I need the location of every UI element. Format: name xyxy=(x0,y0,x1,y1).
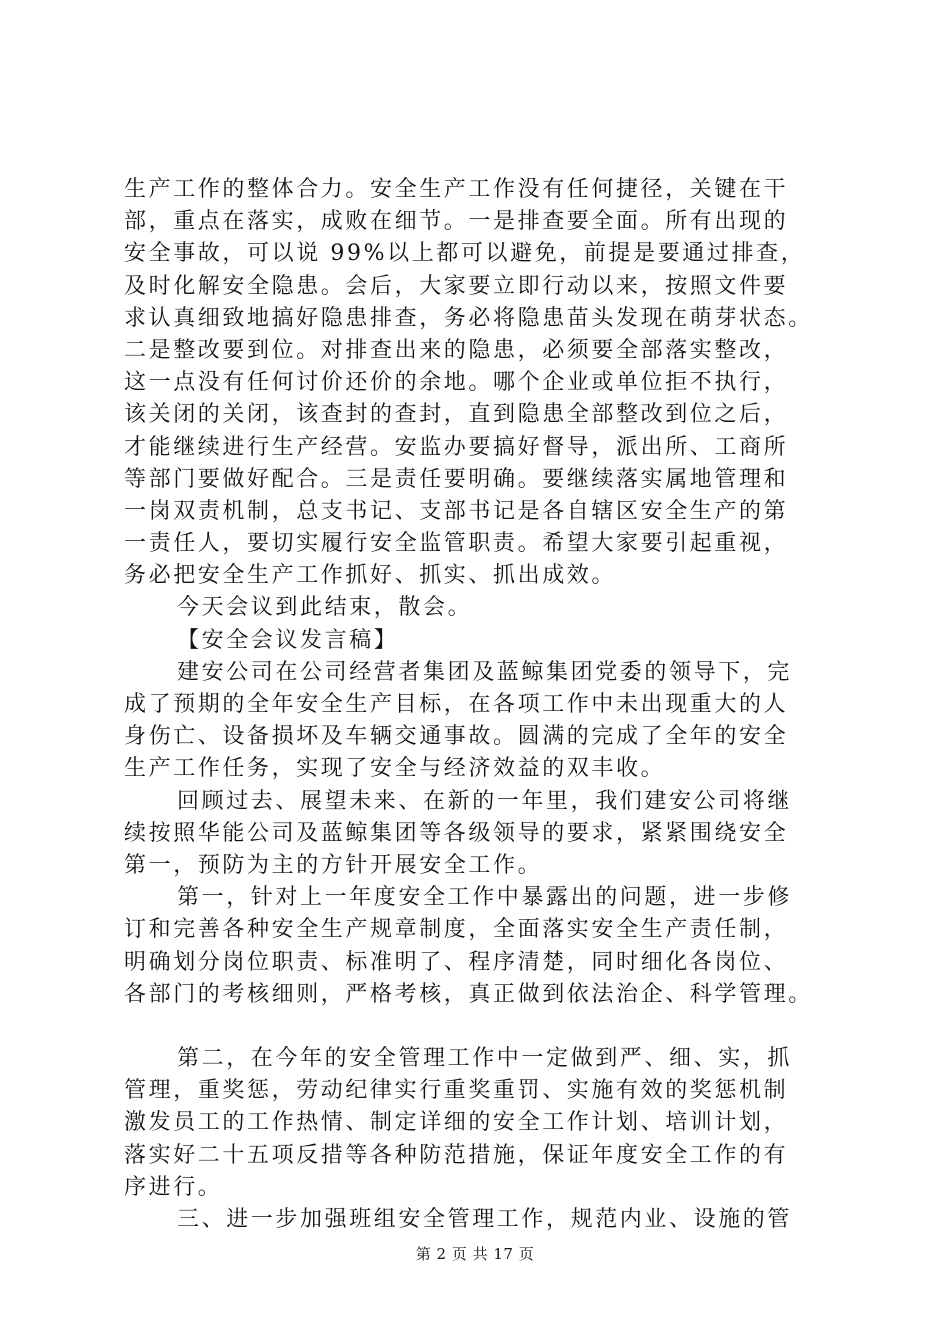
text-line: 订和完善各种安全生产规章制度，全面落实安全生产责任制， xyxy=(124,917,789,943)
text-line: 建安公司在公司经营者集团及蓝鲸集团党委的领导下，完 xyxy=(177,659,793,685)
text-line: 二是整改要到位。对排查出来的隐患，必须要全部落实整改， xyxy=(124,337,789,363)
text-line: 落实好二十五项反措等各种防范措施，保证年度安全工作的有 xyxy=(124,1142,789,1168)
text-line: 部，重点在落实，成败在细节。一是排查要全面。所有出现的 xyxy=(124,209,789,235)
text-line: 成了预期的全年安全生产目标，在各项工作中未出现重大的人 xyxy=(124,692,789,717)
text-line: 及时化解安全隐患。会后，大家要立即行动以来，按照文件要 xyxy=(124,273,789,299)
text-line: 序进行。 xyxy=(124,1174,223,1200)
text-line: 今天会议到此结束，散会。 xyxy=(177,595,473,621)
text-line: 身伤亡、设备损坏及车辆交通事故。圆满的完成了全年的安全 xyxy=(124,724,789,750)
text-line: 一岗双责机制，总支书记、支部书记是各自辖区安全生产的第 xyxy=(124,498,789,524)
section-heading: 【安全会议发言稿】 xyxy=(177,627,399,653)
text-line: 生产工作任务，实现了安全与经济效益的双丰收。 xyxy=(124,756,666,782)
text-line: 一责任人，要切实履行安全监管职责。希望大家要引起重视， xyxy=(124,531,789,557)
text-line: 三、进一步加强班组安全管理工作，规范内业、设施的管 xyxy=(177,1207,793,1232)
text-line: 才能继续进行生产经营。安监办要搞好督导，派出所、工商所 xyxy=(124,434,789,460)
paragraph-gap xyxy=(124,1011,850,1043)
text-line: 这一点没有任何讨价还价的余地。哪个企业或单位拒不执行， xyxy=(124,370,789,396)
text-line: 求认真细致地搞好隐患排查，务必将隐患苗头发现在萌芽状态。 xyxy=(124,305,813,331)
text-line: 安全事故，可以说 99%以上都可以避免，前提是要通过排查， xyxy=(124,241,806,267)
text-line: 回顾过去、展望未来、在新的一年里，我们建安公司将继 xyxy=(177,788,793,814)
text-line: 管理，重奖惩，劳动纪律实行重奖重罚、实施有效的奖惩机制 xyxy=(124,1078,789,1104)
text-line: 明确划分岗位职责、标准明了、程序清楚，同时细化各岗位、 xyxy=(124,949,789,975)
text-line: 第一，预防为主的方针开展安全工作。 xyxy=(124,852,543,878)
text-line: 务必把安全生产工作抓好、抓实、抓出成效。 xyxy=(124,563,617,589)
text-line: 生产工作的整体合力。安全生产工作没有任何捷径，关键在干 xyxy=(124,177,789,202)
page-number: 第 2 页 共 17 页 xyxy=(415,1245,535,1263)
text-line: 各部门的考核细则，严格考核，真正做到依法治企、科学管理。 xyxy=(124,981,813,1007)
text-line: 第一，针对上一年度安全工作中暴露出的问题，进一步修 xyxy=(177,885,793,911)
document-body xyxy=(124,174,850,1236)
text-line: 该关闭的关闭，该查封的查封，直到隐患全部整改到位之后， xyxy=(124,402,789,428)
text-line: 等部门要做好配合。三是责任要明确。要继续落实属地管理和 xyxy=(124,466,789,492)
text-line: 续按照华能公司及蓝鲸集团等各级领导的要求，紧紧围绕安全 xyxy=(124,820,789,846)
text-line: 第二，在今年的安全管理工作中一定做到严、细、实，抓 xyxy=(177,1046,793,1072)
text-line: 激发员工的工作热情、制定详细的安全工作计划、培训计划， xyxy=(124,1110,789,1136)
